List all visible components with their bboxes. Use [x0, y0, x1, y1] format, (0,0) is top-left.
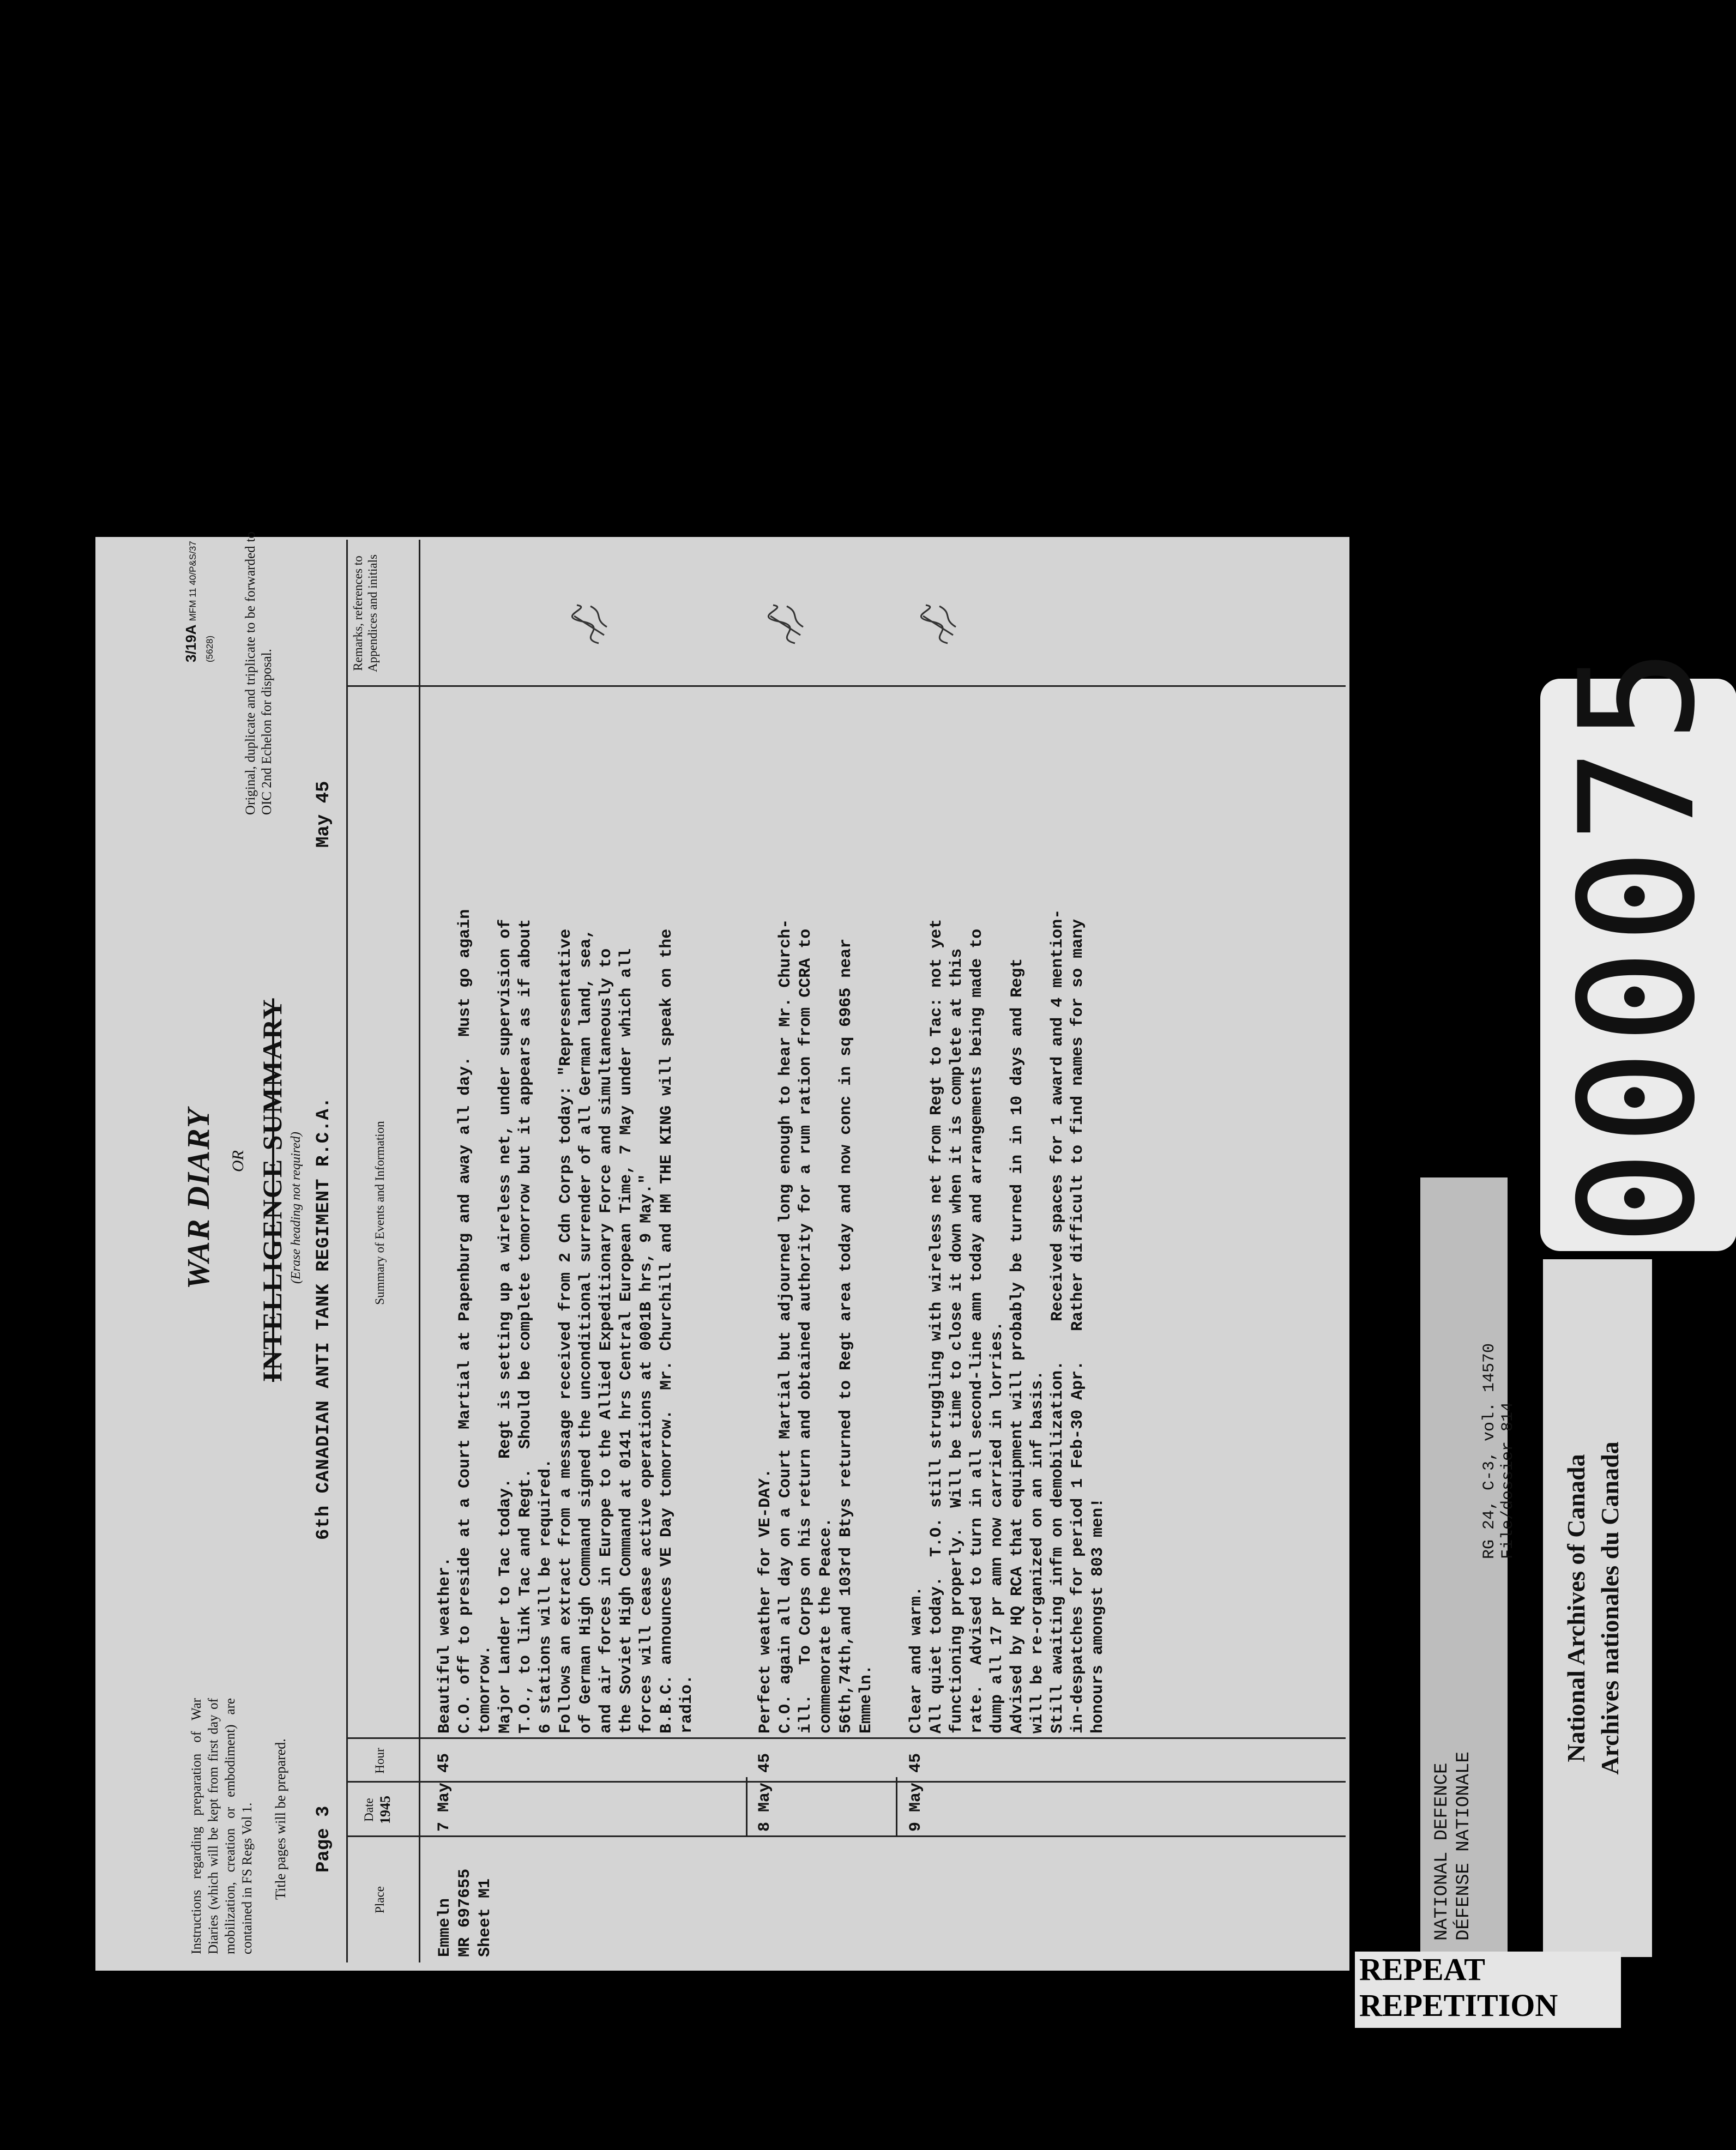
column-divider — [348, 1835, 1346, 1837]
page-title: WAR DIARY — [180, 1107, 216, 1289]
frame-number — [1540, 642, 1736, 1251]
date-cell-3: 9 May 45 — [907, 1753, 925, 1832]
diary-table — [346, 540, 1346, 1962]
war-diary-form — [95, 532, 1349, 1971]
place-cell: Emmeln MR 697655 Sheet M1 — [436, 1868, 495, 1957]
column-divider — [348, 1781, 1346, 1783]
entry-divider — [746, 1777, 748, 1837]
nat-def-en: NATIONAL DEFENCE — [1432, 1762, 1452, 1941]
rg-reference: RG 24, C-3, vol. 14570 — [1480, 1343, 1499, 1559]
initials-signature — [566, 600, 615, 649]
date-cell-2: 8 May 45 — [756, 1753, 774, 1832]
archives-fr: Archives nationales du Canada — [1596, 1441, 1624, 1775]
summary-entry-3: Clear and warm. All quiet today. T.O. still struggling with wireless net from Regt to Tac: not yet functioning properly. Will be time to close it down when it is complete at this rate. Advised to turn in all second-line amn today and arrangements being made to dump all 17 pr amn now carried in lorries. Advised by HQ RCA that equipment will probably be turned in in 10 days and Regt will be re-organized on an inf basis. Still awaiting infm on demobilization. Received spaces for 1 award and 4 mention- in-despatches for period 1 Feb-30 Apr. Rather difficult to find names for so many honours amongst 803 men! — [907, 909, 1107, 1734]
header-date: Date — [362, 1798, 376, 1822]
initials-signature — [762, 600, 811, 649]
header-hour: Hour — [373, 1748, 387, 1774]
month-label: May 45 — [314, 781, 334, 848]
intelligence-summary-heading: INTELLIGENCE SUMMARY — [257, 998, 287, 1382]
header-remarks: Remarks, references to Appendices and initials — [351, 554, 379, 672]
erase-heading-note: (Erase heading not required) — [289, 1132, 303, 1284]
repeat-label — [1355, 1952, 1621, 2028]
instructions-note: Instructions regarding preparation of War Diaries (which will be kept from first day of mobilization, creation or embodiment) are contained in FS Regs Vol 1. — [189, 1698, 255, 1954]
column-divider — [348, 1737, 1346, 1739]
date-cell-1: 7 May 45 — [435, 1753, 454, 1832]
title-or: OR — [229, 1150, 247, 1172]
header-year: 1945 — [377, 1796, 393, 1824]
national-defence-label — [1420, 1177, 1517, 1952]
nat-def-fr: DÉFENSE NATIONALE — [1454, 1752, 1474, 1941]
form-code-small: MFM 11 40/P&S/37 (5628) — [188, 541, 215, 662]
repeat-en: REPEAT — [1359, 1952, 1485, 1987]
summary-entry-1: Beautiful weather. C.O. off to preside at a Court Martial at Papenburg and away all day. Must go again tomorrow. Major Lander to Tac today. Regt is setting up a wireless net, under supervision of T.O., to link Tac and Regt. Should be complete tomorrow but it appears as if about 6 stations will be required. Follows an extract from a message received from 2 Cdn Corps today: "Representative of German High Command signed the unconditional surrender of all German land, sea, and air forces in Europe to the Allied Expeditionary Force and simultaneously to the Soviet High Command at 0141 hrs Central European Time, 7 May under which all forces will cease active operations at 0001B hrs, 9 May." B.B.C. announces VE Day tomorrow. Mr. Churchill and HM THE KING will speak on the radio. — [436, 909, 696, 1734]
entry-divider — [896, 1777, 897, 1837]
unit-name: 6th CANADIAN ANTI TANK REGIMENT R.C.A. — [314, 1096, 334, 1540]
file-reference: File/dossier 814 — [1499, 1402, 1517, 1559]
frame-number-text: 000075 — [1546, 642, 1730, 1246]
title-pages-note: Title pages will be prepared. — [273, 1738, 288, 1900]
initials-signature — [915, 600, 964, 649]
repeat-fr: REPETITION — [1359, 1988, 1558, 2023]
summary-entry-2: Perfect weather for VE-DAY. C.O. again all day on a Court Martial but adjourned long enough to hear Mr. Church- ill. To Corps on his return and obtained authority for a rum ration from CCRA to commemorate the Peace. 56th,74th,and 103rd Btys returned to Regt area today and now conc in sq 6965 near Emmeln. — [756, 919, 876, 1734]
header-divider — [419, 540, 420, 1962]
form-code-main: 3/19A — [183, 625, 199, 662]
archives-en: National Archives of Canada — [1562, 1454, 1590, 1762]
form-code — [183, 537, 216, 662]
header-summary: Summary of Events and Information — [373, 1121, 387, 1305]
header-place: Place — [373, 1886, 387, 1913]
page-number: Page 3 — [314, 1805, 334, 1873]
archives-label — [1543, 1259, 1652, 1957]
disposal-note: Original, duplicate and triplicate to be forwarded to OIC 2nd Echelon for disposal. — [243, 532, 274, 815]
column-divider — [348, 685, 1346, 687]
